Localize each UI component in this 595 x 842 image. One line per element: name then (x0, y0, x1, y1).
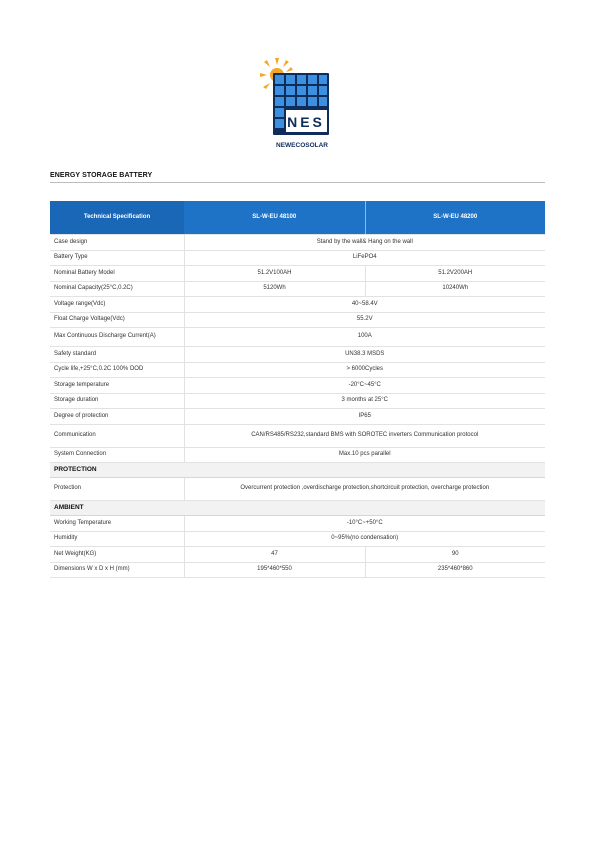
header-technical-specification: Technical Specification (50, 201, 184, 235)
spec-row (50, 562, 545, 578)
spec-value: UN38.3 MSDS (184, 347, 545, 363)
spec-value: 3 months at 25°C (184, 393, 545, 409)
spec-label: System Connection (50, 447, 184, 463)
protection-section (50, 463, 545, 478)
spec-value: -20°C~45°C (184, 378, 545, 394)
spec-row (50, 362, 545, 378)
spec-row (50, 347, 545, 363)
spec-row (50, 424, 545, 447)
brand-logo (255, 55, 337, 155)
spec-row (50, 393, 545, 409)
spec-row (50, 447, 545, 463)
header-model-48100: SL-W-EU 48100 (184, 201, 365, 235)
spec-value: Stand by the wall& Hang on the wall (184, 235, 545, 251)
spec-value: 51.2V200AH (365, 266, 545, 282)
spec-label: Nominal Capacity(25°C,0.2C) (50, 281, 184, 297)
spec-row (50, 547, 545, 563)
spec-row (50, 297, 545, 313)
spec-label: Voltage range(Vdc) (50, 297, 184, 313)
spec-label: Working Temperature (50, 516, 184, 532)
spec-row (50, 328, 545, 347)
spec-value: 47 (184, 547, 365, 563)
spec-label: Humidity (50, 531, 184, 547)
brand-wordmark: NEWECOSOLAR (276, 142, 328, 149)
spec-label: Float Charge Voltage(Vdc) (50, 312, 184, 328)
spec-value: Max.10 pcs parallel (184, 447, 545, 463)
spec-label: Net Weight(KG) (50, 547, 184, 563)
spec-table (50, 201, 545, 578)
spec-row (50, 312, 545, 328)
spec-label: Cycle life,+25°C,0.2C 100% DOD (50, 362, 184, 378)
spec-label: Storage temperature (50, 378, 184, 394)
spec-label: Protection (50, 478, 184, 501)
spec-value: 195*460*550 (184, 562, 365, 578)
spec-row (50, 478, 545, 501)
spec-row (50, 266, 545, 282)
spec-label: Storage duration (50, 393, 184, 409)
spec-value: 100A (184, 328, 545, 347)
spec-row (50, 531, 545, 547)
ambient-section (50, 501, 545, 516)
spec-label: Dimensions W x D x H (mm) (50, 562, 184, 578)
spec-value: 5120Wh (184, 281, 365, 297)
spec-label: Case design (50, 235, 184, 251)
spec-row (50, 516, 545, 532)
spec-value: 51.2V100AH (184, 266, 365, 282)
spec-value: -10°C~+50°C (184, 516, 545, 532)
spec-value: 90 (365, 547, 545, 563)
spec-label: Safety standard (50, 347, 184, 363)
spec-row (50, 235, 545, 251)
spec-value: > 6000Cycles (184, 362, 545, 378)
spec-value: IP65 (184, 409, 545, 425)
spec-value: 0~95%(no condensation) (184, 531, 545, 547)
spec-label: Degree of protection (50, 409, 184, 425)
spec-row (50, 409, 545, 425)
spec-row (50, 281, 545, 297)
spec-value: Overcurrent protection ,overdischarge protection,shortcircuit protection, overcharge protection (184, 478, 545, 501)
spec-row (50, 378, 545, 394)
spec-value: 55.2V (184, 312, 545, 328)
protection-section-title: PROTECTION (50, 463, 545, 478)
spec-value: 235*460*860 (365, 562, 545, 578)
spec-value: 40~58.4V (184, 297, 545, 313)
spec-row (50, 250, 545, 266)
spec-label: Max Continuous Discharge Current(A) (50, 328, 184, 347)
spec-value: LiFePO4 (184, 250, 545, 266)
spec-value: 10240Wh (365, 281, 545, 297)
spec-value: CAN/RS485/RS232,standard BMS with SOROTEC inverters Communication protocol (184, 424, 545, 447)
spec-label: Battery Type (50, 250, 184, 266)
ambient-section-title: AMBIENT (50, 501, 545, 516)
brand-monogram: NES (287, 114, 325, 130)
spec-label: Communication (50, 424, 184, 447)
spec-label: Nominal Battery Model (50, 266, 184, 282)
header-model-48200: SL-W-EU 48200 (365, 201, 545, 235)
title-divider (50, 182, 545, 183)
section-title: ENERGY STORAGE BATTERY (50, 172, 153, 179)
